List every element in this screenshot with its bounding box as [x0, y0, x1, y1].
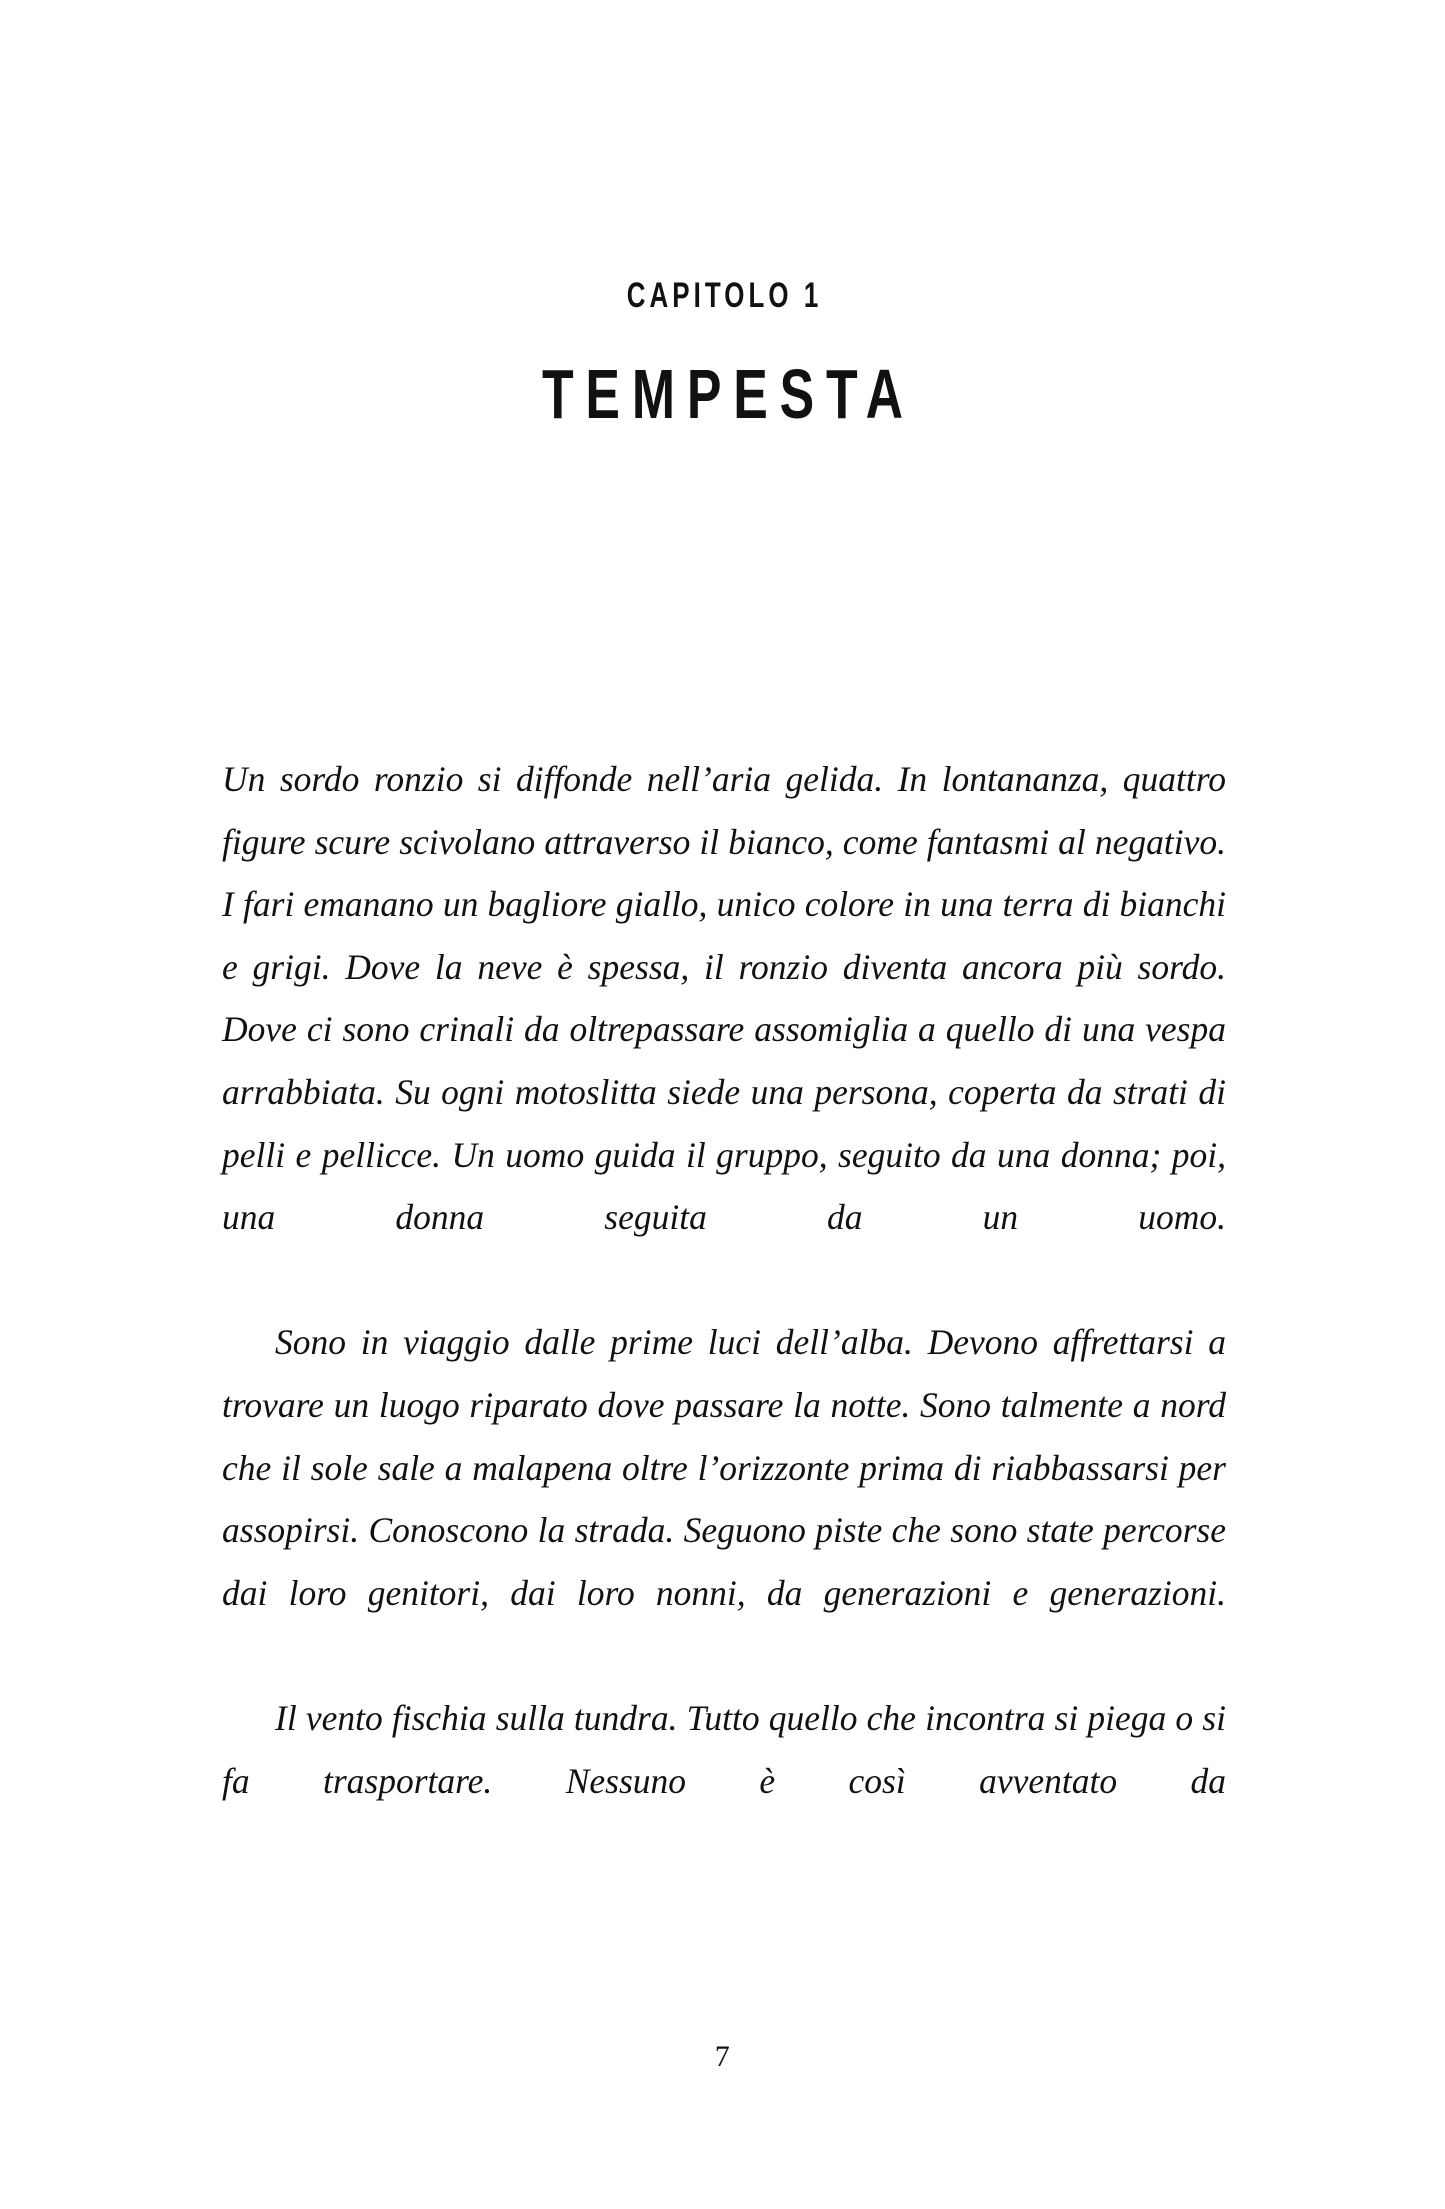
chapter-heading-block: [0, 276, 1445, 433]
chapter-label: CAPITOLO 1: [626, 276, 823, 315]
paragraph: Il vento fischia sulla tundra. Tutto quello che incontra si piega o si fa trasportare. Nessuno è così avventato da: [222, 1697, 1226, 1801]
chapter-title: TEMPESTA: [541, 355, 915, 433]
paragraph: Sono in viaggio dalle prime luci dell’alba. Devono affrettarsi a trovare un luogo riparato dove passare la notte. Sono talmente a nord che il sole sale a malapena oltre l’orizzonte prima di riabbassarsi per assopirsi. Conoscono la strada. Seguono piste che sono state percorse dai loro genitori, dai loro nonni, da generazioni e generazioni.: [222, 1322, 1226, 1613]
body-text-block: [222, 748, 1226, 1875]
page-number: 7: [714, 2040, 731, 2073]
paragraph: Un sordo ronzio si diffonde nell’aria gelida. In lontananza, quattro figure scure scivolano attraverso il bianco, come fantasmi al negativo. I fari emanano un bagliore giallo, unico colore in una terra di bianchi e grigi. Dove la neve è spessa, il ronzio diventa ancora più sordo. Dove ci sono crinali da oltrepassare assomiglia a quello di una vespa arrabbiata. Su ogni motoslitta siede una persona, coperta da strati di pelli e pellicce. Un uomo guida il gruppo, seguito da una donna; poi, una donna seguita da un uomo.: [222, 759, 1226, 1238]
